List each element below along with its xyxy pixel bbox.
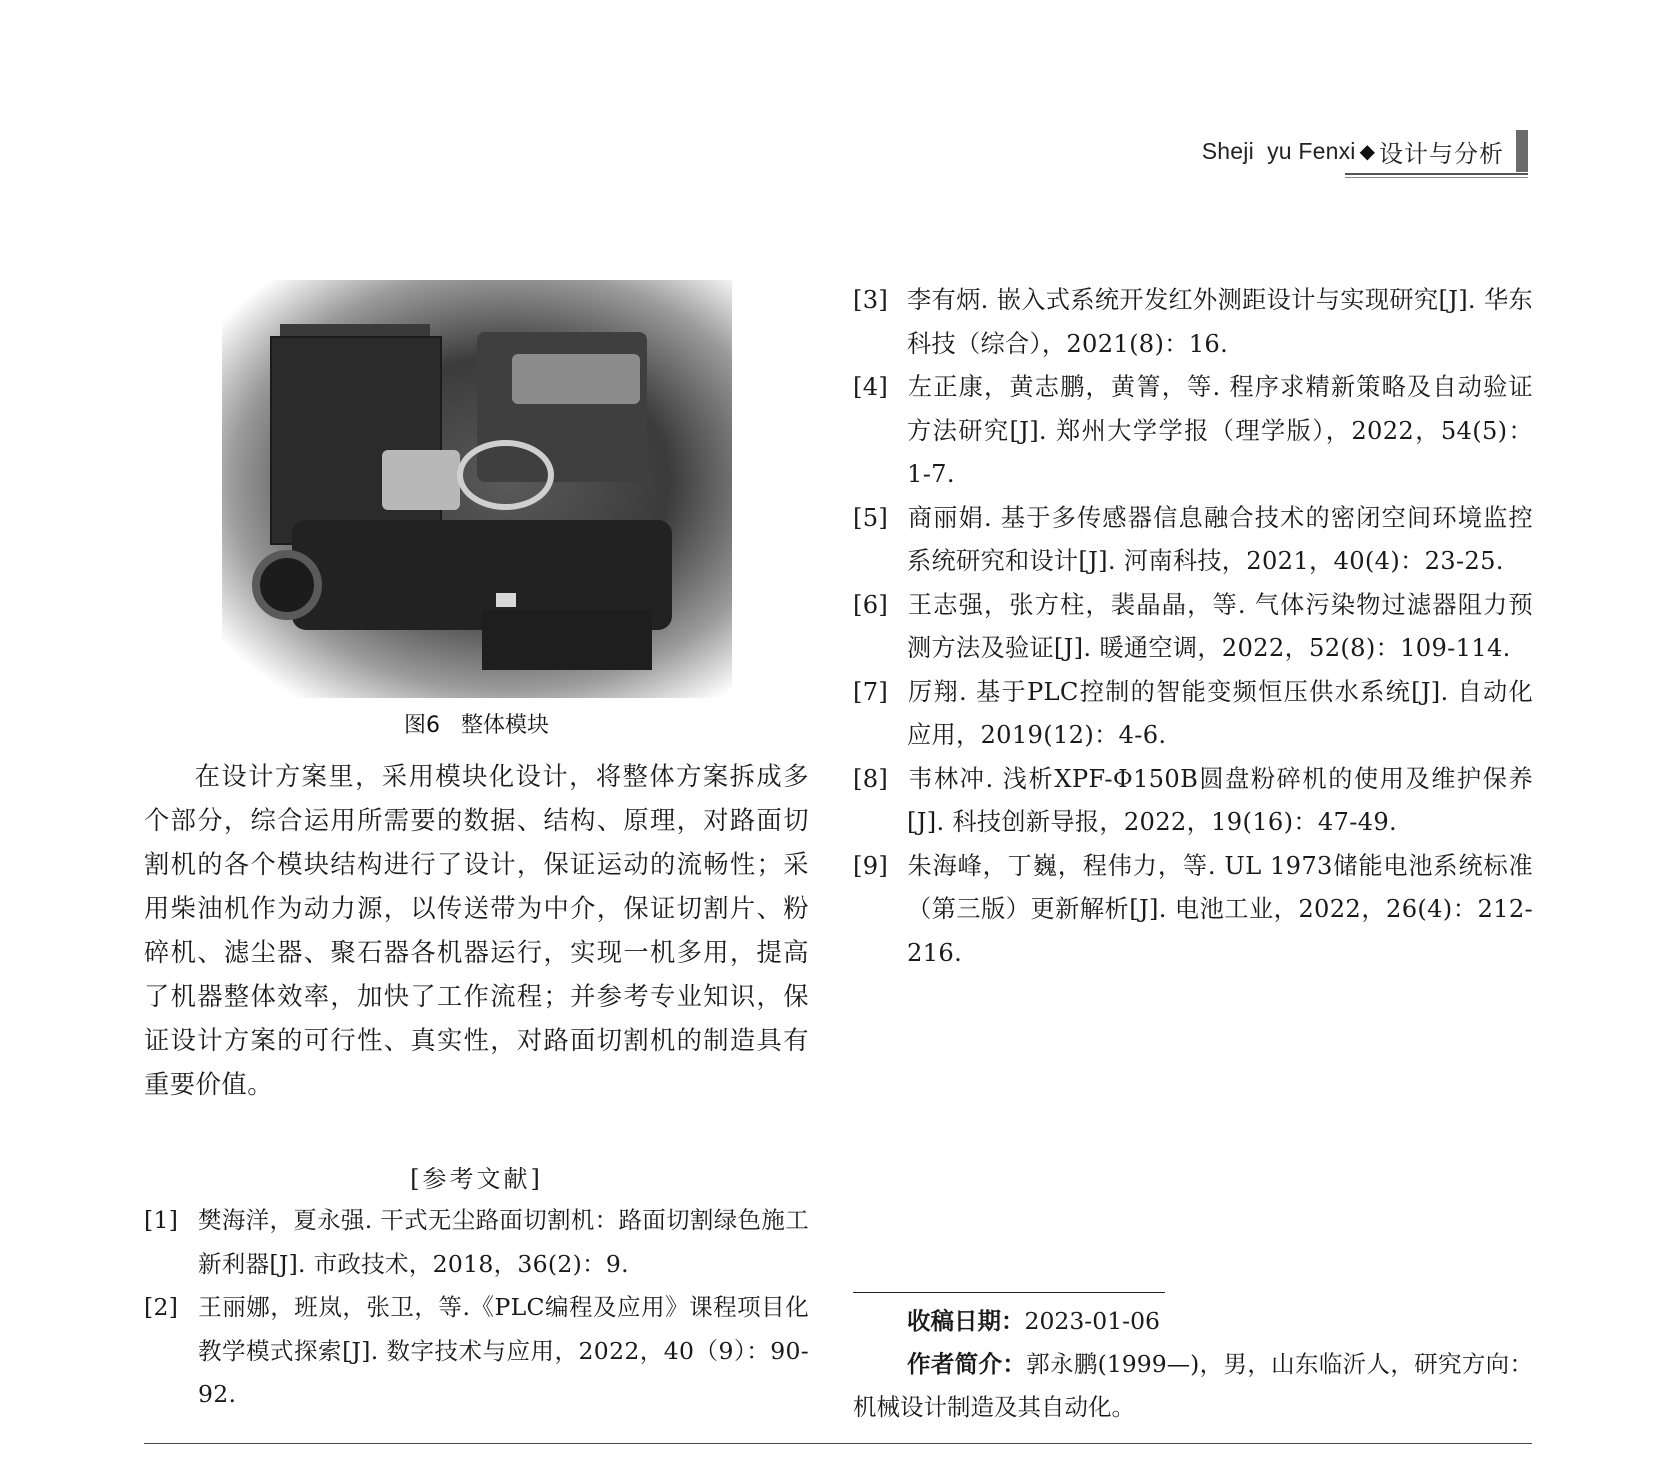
author-bio: 作者简介：郭永鹏(1999—)，男，山东临沂人，研究方向：机械设计制造及其自动化。	[853, 1350, 1533, 1421]
reference-item: [9] 朱海峰，丁巍，程伟力，等. UL 1973储能电池系统标准（第三版）更新解析[J]. 电池工业，2022，26(4)：212-216.	[853, 851, 1533, 967]
figure-caption: 图6 整体模块	[404, 713, 549, 738]
reference-item: [3] 李有炳. 嵌入式系统开发红外测距设计与实现研究[J]. 华东科技（综合），2021(8)：16.	[853, 286, 1533, 358]
received-date: 收稿日期：2023-01-06	[907, 1307, 1160, 1335]
body-paragraph: 在设计方案里，采用模块化设计，将整体方案拆成多个部分，综合运用所需要的数据、结构、原理，对路面切割机的各个模块结构进行了设计，保证运动的流畅性；采用柴油机作为动力源，以传送带为中介，保证切割片、粉碎机、滤尘器、聚石器各机器运行，实现一机多用，提高了机器整体效率，加快了工作流程；并参考专业知识，保证设计方案的可行性、真实性，对路面切割机的制造具有重要价值。	[144, 762, 809, 1099]
reference-item: [7] 厉翔. 基于PLC控制的智能变频恒压供水系统[J]. 自动化应用，2019(12)：4-6.	[853, 677, 1533, 749]
reference-item: [1] 樊海洋，夏永强. 干式无尘路面切割机：路面切割绿色施工新利器[J]. 市政技术，2018，36(2)：9.	[144, 1206, 809, 1278]
reference-item: [5] 商丽娟. 基于多传感器信息融合技术的密闭空间环境监控系统研究和设计[J]. 河南科技，2021，40(4)：23-25.	[853, 503, 1533, 575]
header-bar-decoration	[1516, 130, 1528, 172]
running-header	[1202, 127, 1528, 175]
references-title: [参考文献]	[410, 1165, 543, 1193]
reference-item: [6] 王志强，张方柱，裴晶晶，等. 气体污染物过滤器阻力预测方法及验证[J]. 暖通空调，2022，52(8)：109-114.	[853, 590, 1533, 662]
footnote-rule	[853, 1292, 1165, 1293]
header-section-title: 设计与分析	[1379, 139, 1504, 168]
header-underline	[1345, 173, 1528, 178]
diamond-icon: ◆	[1359, 139, 1375, 163]
reference-item: [2] 王丽娜，班岚，张卫，等.《PLC编程及应用》课程项目化教学模式探索[J]. 数字技术与应用，2022，40（9）：90-92.	[144, 1293, 809, 1408]
page-bottom-rule	[144, 1443, 1532, 1444]
left-column	[144, 280, 809, 1417]
footnote	[853, 1300, 1533, 1429]
figure-6-image	[222, 280, 732, 698]
reference-item: [4] 左正康，黄志鹏，黄箐，等. 程序求精新策略及自动验证方法研究[J]. 郑州大学学报（理学版），2022，54(5)：1-7.	[853, 373, 1533, 488]
reference-item: [8] 韦林冲. 浅析XPF-Φ150B圆盘粉碎机的使用及维护保养[J]. 科技创新导报，2022，19(16)：47-49.	[853, 764, 1533, 836]
header-journal-pinyin: Sheji yu Fenxi	[1201, 137, 1356, 164]
right-column	[853, 279, 1533, 975]
